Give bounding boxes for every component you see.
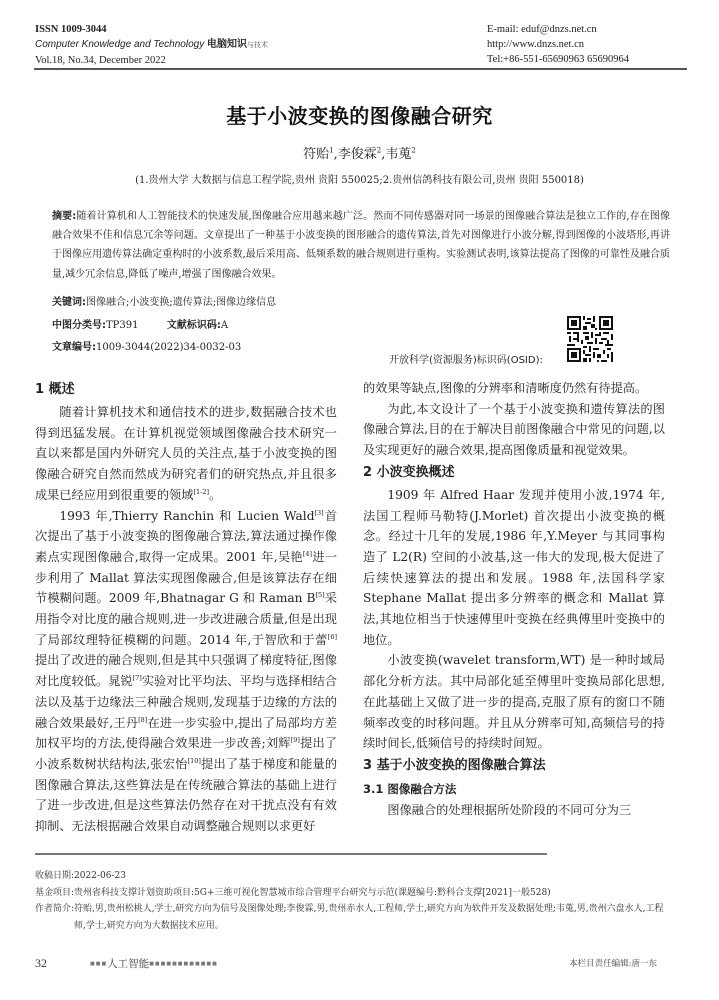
author-name: 符贻	[303, 147, 330, 162]
paragraph-text: 随着计算机技术和通信技术的进步,数据融合技术也得到迅猛发展。在计算机视觉领域图像融合技术研究一直以来都是国内外研究人员的关注点,基于小波变换的图像融合研究自然而然成为研究者们的研究热点,并且很多成果已经应用到很重要的领域	[35, 405, 337, 502]
decorative-dots: ■■■■■■■■■■■■	[149, 961, 218, 967]
article-no-label: 文章编号:	[52, 342, 96, 353]
citation-ref[interactable]: [6]	[327, 632, 337, 641]
author-bio	[35, 901, 675, 934]
email[interactable]: E-mail: eduf@dnzs.net.cn	[487, 24, 597, 35]
affiliations: (1.贵州大学 大数据与信息工程学院,贵州 贵阳 550025;2.贵州信鸽科技有限公司,贵州 贵阳 550018)	[135, 175, 584, 186]
citation-ref[interactable]: [5]	[315, 591, 325, 600]
author-list: 符贻$^1$,李俊霖$^2$,韦蒐$^2$	[303, 146, 416, 162]
author-affil-marker: 2	[411, 146, 416, 155]
fund-label: 基金项目:	[35, 887, 75, 898]
doc-code-label: 文献标识码:	[166, 320, 221, 331]
author-affil-marker: 2	[376, 146, 382, 155]
abstract-label: 摘要:	[52, 211, 77, 222]
clc-label: 中图分类号:	[52, 320, 106, 331]
abstract-text: 随着计算机和人工智能技术的快速发展,图像融合应用越来越广泛。然而不同传感器对同一场景的图像融合算法是独立工作的,存在图像融合效果不佳和信息冗余等问题。文章提出了一种基于小波变换的图形融合的遗传算法,首先对图像进行小波分解,得到图像的小波塔形,再讲于图像应用遗传算法确定重构时的小波系数,最后采用高、低频系数的融合规则进行重构。实验测试表明,该算法提高了图像的可靠性及融合质量,减少冗余信息,降低了噪声,增强了图像融合效果。	[52, 211, 671, 280]
classification-line	[52, 316, 228, 331]
fund-value: 贵州省科技支撑计划资助项目:5G+三维可视化智慧城市综合管理平台研究与示范(课题编号:黔科合支撑[2021]一般528)	[74, 887, 551, 898]
paragraph-text: 提出了小波系数树状结构法,张宏怡	[35, 736, 338, 771]
fund-info	[35, 885, 675, 902]
qr-code-icon[interactable]	[567, 316, 613, 362]
citation-ref[interactable]: [9]	[290, 736, 300, 745]
paragraph-text: 在进一步实验中,提出了局部均方差加权平均的方法,使得融合效果进一步改善;刘辉	[35, 715, 338, 751]
paragraph-text: 进一步利用了 Mallat 算法实现图像融合,但是该算法存在细节模糊问题。2009 年,Bhatnagar G 和 Raman B	[35, 549, 338, 606]
author-bio-value: 符贻,男,贵州松桃人,学士,研究方向为信号及图像处理;李俊霖,男,贵州赤水人,工程师,学士,研究方向为软件开发及数据处理;韦蒐,男,贵州六盘水人,工程师,学士,研究方向为大数据技术应用。	[74, 904, 664, 931]
issn: ISSN 1009-3044	[35, 24, 107, 35]
paragraph	[35, 506, 337, 837]
paragraph-text: 。	[208, 487, 222, 502]
decorative-dots: ■■■	[90, 961, 108, 967]
clc-value: TP391	[106, 320, 139, 331]
journal-name-cn-suffix: 与技术	[246, 42, 268, 49]
citation-ref[interactable]: [8]	[138, 715, 148, 724]
paragraph: 图像融合的处理根据所处阶段的不同可分为三	[387, 802, 632, 817]
paragraph-text: 实验对比平均法、平均与选择相结合法以及基于边缘法三种融合规则,发现基于边缘的方法的融合效果最好,王丹	[35, 674, 337, 730]
page-footer	[35, 956, 675, 972]
received-label: 收稿日期:	[35, 871, 75, 881]
footnotes	[35, 868, 675, 934]
journal-header-right	[487, 22, 629, 67]
paragraph-text: 首次提出了基于小波变换的图像融合算法,算法通过操作像素点实现图像融合,取得一定成果。2001 年,吴艳	[35, 508, 338, 564]
section-1-heading: 1 概述	[35, 382, 75, 397]
body-column-right	[363, 378, 665, 821]
journal-header-left	[35, 22, 268, 68]
paragraph: 1909 年 Alfred Haar 发现并使用小波,1974 年,法国工程师马勒特(J.Morlet) 首次提出小波变换的概念。经过十几年的发展,1986 年,Y.Meyer 与其同事构造了 L2(R) 空间的小波基,这一伟大的发现,极大促进了后续快速算法的提出和发展。1988 年,法国科学家 Stephane Mallat 提出多分辨率的概念和 Mallat 算法,其地位相当于快速傅里叶变换在经典傅里叶变换中的地位。	[363, 487, 665, 647]
citation-ref[interactable]: [3]	[314, 508, 324, 517]
author-bio-label: 作者简介:	[35, 904, 75, 914]
paragraph-text: 采用指令对比度的融合规则,进一步改进融合质量,但是出现了局部纹理特征模糊的问题。2014 年,于智欣和于蕾	[35, 591, 338, 647]
footnote-rule	[35, 853, 547, 855]
section-2-heading: 2 小波变换概述	[363, 464, 455, 480]
citation-ref[interactable]: [7]	[132, 674, 142, 683]
section-3-1-heading: 3.1 图像融合方法	[363, 781, 457, 796]
paragraph: 小波变换(wavelet transform,WT) 是一种时域局部化分析方法。其中局部化延至傅里叶变换局部化思想,在此基础上又做了进一步的提高,克服了原有的窗口不随频率改变的时移问题。并且从分辨率可知,高频信号的持续时间长,低频信号的持续时间短。	[363, 653, 665, 751]
header-rule-left	[34, 68, 496, 70]
citation-ref[interactable]: [4]	[302, 549, 313, 558]
author-name: 李俊霖	[337, 147, 377, 162]
column-name	[90, 956, 218, 971]
paragraph-text: 1993 年,Thierry Ranchin 和 Lucien Wald	[59, 508, 315, 523]
section-3-heading: 3 基于小波变换的图像融合算法	[363, 757, 546, 773]
paragraph: 为此,本文设计了一个基于小波变换和遗传算法的图像融合算法,目的在于解决目前图像融合中常见的问题,以及实现更好的融合效果,提高图像质量和视觉效果。	[363, 401, 665, 458]
received-date	[35, 868, 675, 885]
author-name: 韦蒐	[385, 147, 412, 162]
keywords-text: 图像融合;小波变换;遗传算法;图像边缘信息	[86, 297, 277, 308]
paragraph-continued: 的效果等缺点,图像的分辨率和清晰度仍然有待提高。	[363, 381, 648, 395]
received-value: 2022-06-23	[74, 871, 126, 881]
article-no-value: 1009-3044(2022)34-0032-03	[96, 342, 242, 353]
keywords	[52, 293, 276, 308]
author-affil-marker: 1	[329, 146, 334, 155]
citation-ref[interactable]: [10]	[187, 756, 201, 765]
column-name-text: 人工智能	[107, 958, 150, 970]
keywords-label: 关键词:	[52, 297, 86, 308]
citation-ref[interactable]: [1-2]	[193, 487, 209, 496]
telephone: Tel:+86-551-65690963 65690964	[487, 54, 629, 65]
doc-code-value: A	[220, 320, 229, 331]
website[interactable]: http://www.dnzs.net.cn	[487, 39, 585, 50]
paragraph-text: 提出了基于梯度和能量的图像融合算法,这些算法是在传统融合算法的基础上进行了进一步改进,但是这些算法仍然存在对干扰点没有有效抑制、无法根据融合效果自动调整融合规则以求更好	[35, 756, 338, 834]
paragraph-text: 提出了改进的融合规则,但是其中只强调了梯度特征,图像对比度较低。晁锐	[35, 653, 337, 689]
journal-name-cn: 电脑知识	[206, 39, 247, 50]
osid-label: 开放科学(资源服务)标识码(OSID):	[389, 355, 543, 366]
volume-info: Vol.18, No.34, December 2022	[35, 55, 166, 66]
paragraph	[35, 402, 337, 506]
journal-name-en: Computer Knowledge and Technology	[35, 39, 205, 50]
header-rule-right	[487, 68, 687, 70]
journal-name	[35, 37, 268, 53]
body-column-left	[35, 378, 337, 837]
article-number	[52, 338, 241, 353]
page-number: 32	[35, 956, 47, 970]
article-title: 基于小波变换的图像融合研究	[226, 104, 493, 128]
editor-credit: 本栏目责任编辑:唐一东	[569, 959, 657, 969]
abstract	[52, 207, 670, 284]
